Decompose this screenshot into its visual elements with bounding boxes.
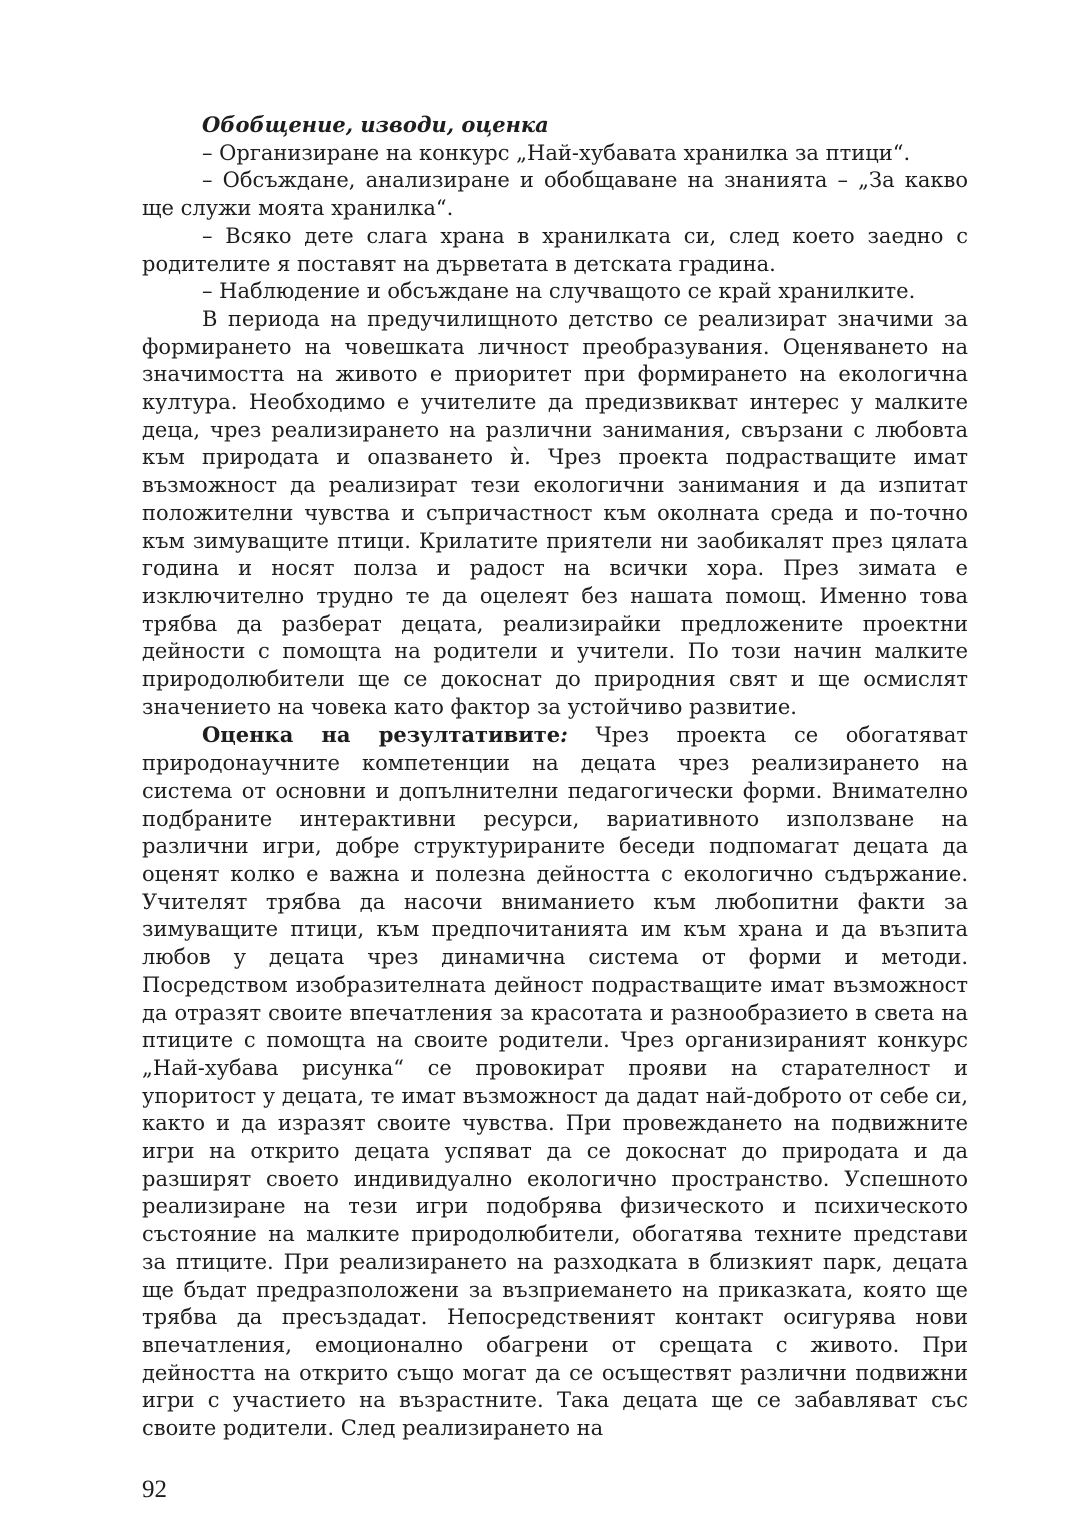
results-body: Чрез проекта се обогатяват природонаучните компетенции на децата чрез реализирането на система от основни и допълнителни педагогически форми. Внимателно подбраните интерактивни ресурси, вариативното използване на различни игри, добре структурираните беседи подпомагат децата да оценят колко е важна и полезна дейността с екологично съдържание. Учителят трябва да насочи вниманието към любопитни факти за зимуващите птици, към предпочитанията им към храна и да възпита любов у децата чрез динамична система от форми и методи. Посредством изобразителната дейност подрастващите имат възможност да отразят своите впечатления за красотата и разнообразието в света на птиците с помощта на своите родители. Чрез организираният конкурс „Най-хубава рисунка“ се провокират прояви на старателност и упоритост у децата, те имат възможност да дадат най-доброто от себе си, както и да изразят своите чувства. При провеждането на подвижните игри на открито децата успяват да се докоснат до природата и да разширят своето индивидуално екологично пространство. Успешното реализиране на тези игри подобрява физическото и психическото състояние на малките природолюбители, обогатява техните представи за птиците. При реализирането на разходката в близкият парк, децата ще бъдат предразположени за възприемането на приказката, която ще трябва да пресъздадат. Непосредственият контакт осигурява нови впечатления, емоционално обагрени от срещата с живото. При дейността на открито също могат да се осъществят различни подвижни игри с участието на възрастните. Така децата ще се забавляват със своите родители. След реализирането на — [142, 723, 969, 1441]
paragraph-periods: В периода на предучилищното детство се реализират значими за формирането на човешката личност преобразувания. Оценяването на значимостта на живото е приоритет при формирането на екологична култура. Необходимо е учителите да предизвикват интерес у малките деца, чрез реализирането на различни занимания, свързани с любовта към природата и опазването ѝ. Чрез проекта подрастващите имат възможност да реализират тези екологични занимания и да изпитат положителни чувства и съпричастност към околната среда и по-точно към зимуващите птици. Крилатите приятели ни заобикалят през цялата година и носят полза и радост на всички хора. През зимата е изключително трудно те да оцелеят без нашата помощ. Именно това трябва да разберат децата, реализирайки предложените проектни дейности с помощта на родители и учители. По този начин малките природолюбители ще се докоснат до природния свят и ще осмислят значението на човека като фактор за устойчиво развитие. — [142, 306, 968, 719]
list-item: – Организиране на конкурс „Най-хубавата хранилка за птици“. — [202, 140, 911, 165]
body-text — [142, 111, 968, 1443]
list-item: – Всяко дете слага храна в хранилката си, след което заедно с родителите я поставят на дърветата в детската градина. — [142, 223, 968, 276]
section-heading-text: Обобщение, изводи, оценка — [202, 112, 549, 137]
results-lead-colon: : — [560, 722, 568, 748]
page-number: 92 — [142, 1476, 167, 1503]
section-heading — [142, 111, 968, 140]
results-lead: Оценка на резултативите — [202, 722, 561, 748]
paragraph-results — [142, 721, 968, 1442]
list-item: – Наблюдение и обсъждане на случващото се край хранилките. — [202, 279, 916, 304]
list-item: – Обсъждане, анализиране и обобщаване на знанията – „За какво ще служи моята хранилка“. — [142, 168, 968, 221]
